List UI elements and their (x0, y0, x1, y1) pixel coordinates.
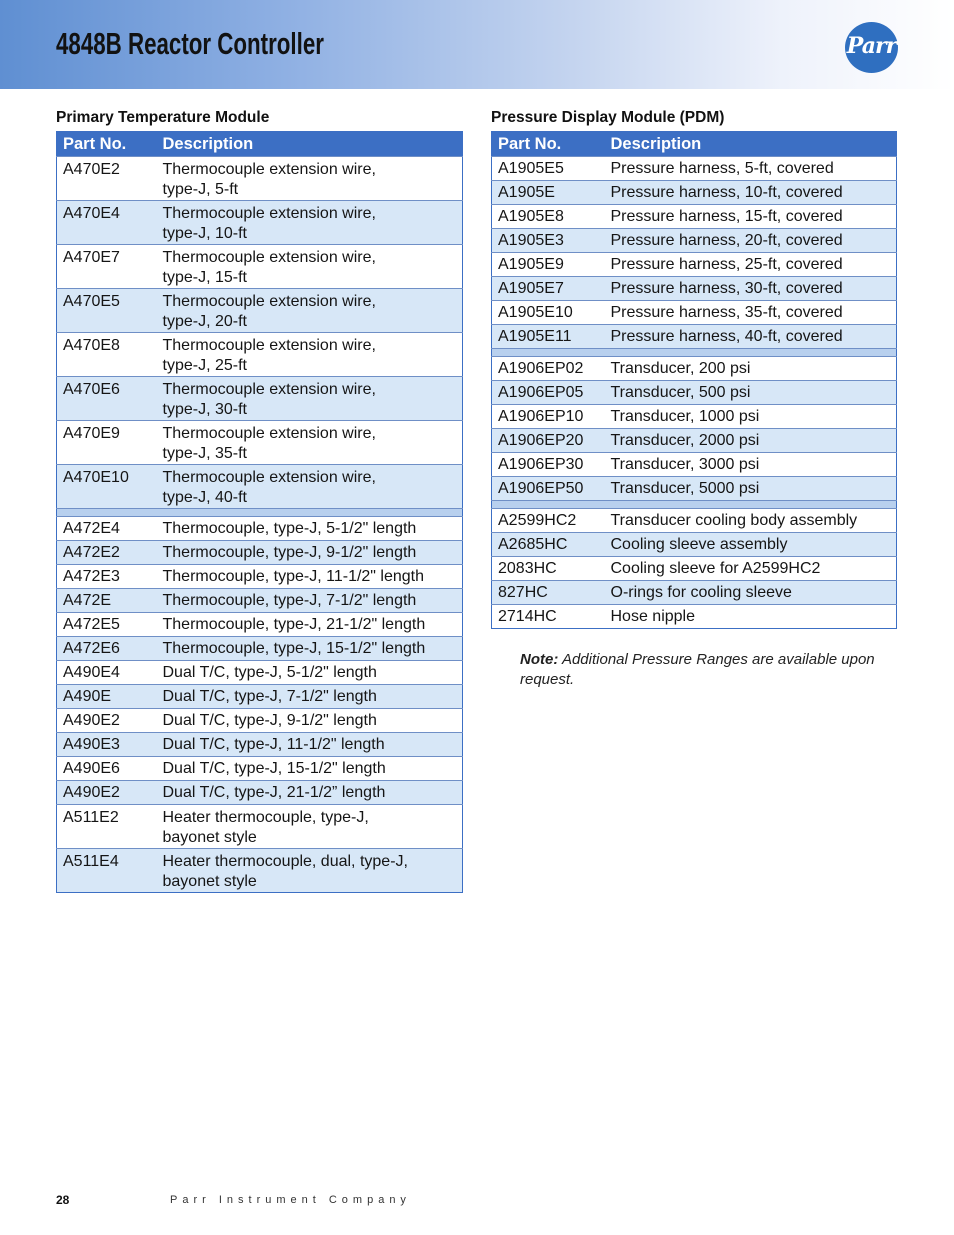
part-number: 2083HC (492, 557, 605, 581)
parr-logo (845, 22, 898, 73)
table-row (492, 157, 897, 181)
group-separator (492, 349, 897, 357)
description-line-1: Thermocouple extension wire, (162, 161, 376, 178)
description-line-2: type-J, 20-ft (162, 312, 247, 330)
part-description: Pressure harness, 30-ft, covered (605, 277, 897, 301)
table-row (57, 757, 463, 781)
table-row (57, 849, 463, 893)
part-number: A470E4 (57, 201, 157, 245)
table-row (57, 289, 463, 333)
document-title: 4848B Reactor Controller (56, 26, 324, 61)
description-line-1: Thermocouple extension wire, (162, 381, 376, 398)
table-row (492, 253, 897, 277)
table-row (57, 421, 463, 465)
part-description (157, 805, 463, 849)
part-number: A2685HC (492, 533, 605, 557)
table-row (492, 429, 897, 453)
part-description (157, 157, 463, 201)
part-description: Dual T/C, type-J, 5-1/2" length (157, 661, 463, 685)
part-number: A490E (57, 685, 157, 709)
description-line-2: type-J, 40-ft (162, 488, 247, 506)
right-section-title: Pressure Display Module (PDM) (491, 109, 725, 126)
part-number: A1906EP30 (492, 453, 605, 477)
part-number: A472E4 (57, 517, 157, 541)
part-description (157, 421, 463, 465)
description-line-2: bayonet style (162, 872, 257, 890)
description-line-2: type-J, 15-ft (162, 268, 247, 286)
part-description (157, 333, 463, 377)
table-row (57, 465, 463, 509)
part-number: A1906EP05 (492, 381, 605, 405)
part-description (157, 465, 463, 509)
part-description (157, 245, 463, 289)
note (520, 650, 880, 690)
part-number: A490E2 (57, 781, 157, 805)
part-description: Transducer, 5000 psi (605, 477, 897, 501)
col-header-description: Description (605, 132, 897, 157)
part-number: A470E6 (57, 377, 157, 421)
part-number: 2714HC (492, 605, 605, 629)
header-banner (0, 0, 954, 89)
table-row (492, 381, 897, 405)
part-number: A1905E3 (492, 229, 605, 253)
table-row (492, 301, 897, 325)
col-header-part: Part No. (57, 132, 157, 157)
pressure-module-table (491, 131, 897, 629)
part-number: A470E10 (57, 465, 157, 509)
table-row (57, 377, 463, 421)
table-row (57, 541, 463, 565)
part-description: Dual T/C, type-J, 15-1/2" length (157, 757, 463, 781)
table-row (492, 405, 897, 429)
table-row (492, 325, 897, 349)
description-line-1: Thermocouple extension wire, (162, 249, 376, 266)
part-description (157, 289, 463, 333)
part-number: A1905E9 (492, 253, 605, 277)
table-row (492, 509, 897, 533)
part-description: Thermocouple, type-J, 11-1/2" length (157, 565, 463, 589)
description-line-2: type-J, 5-ft (162, 180, 239, 198)
part-description: Cooling sleeve assembly (605, 533, 897, 557)
table-row (492, 581, 897, 605)
part-description: Transducer, 200 psi (605, 357, 897, 381)
part-number: A1905E11 (492, 325, 605, 349)
table-row (492, 453, 897, 477)
part-number: A470E8 (57, 333, 157, 377)
table-row (492, 477, 897, 501)
table-row (57, 565, 463, 589)
part-number: A1906EP10 (492, 405, 605, 429)
table-row (57, 709, 463, 733)
part-description: Transducer cooling body assembly (605, 509, 897, 533)
footer-company: Parr Instrument Company (170, 1194, 411, 1206)
note-label: Note: (520, 651, 559, 668)
part-number: A472E6 (57, 637, 157, 661)
part-number: A490E4 (57, 661, 157, 685)
part-description: Pressure harness, 15-ft, covered (605, 205, 897, 229)
part-description: Transducer, 1000 psi (605, 405, 897, 429)
description-line-2: type-J, 35-ft (162, 444, 247, 462)
part-description: Thermocouple, type-J, 21-1/2" length (157, 613, 463, 637)
part-description: Thermocouple, type-J, 9-1/2" length (157, 541, 463, 565)
table-row (492, 533, 897, 557)
description-line-1: Heater thermocouple, type-J, (162, 809, 369, 826)
part-number: A490E6 (57, 757, 157, 781)
part-description: Cooling sleeve for A2599HC2 (605, 557, 897, 581)
part-description (157, 377, 463, 421)
part-number: A1905E5 (492, 157, 605, 181)
table-row (492, 205, 897, 229)
pressure-table-body (492, 157, 897, 629)
temperature-module-table (56, 131, 463, 893)
table-row (492, 229, 897, 253)
table-row (57, 661, 463, 685)
part-description (157, 849, 463, 893)
table-row (57, 201, 463, 245)
part-description: Pressure harness, 5-ft, covered (605, 157, 897, 181)
description-line-2: type-J, 10-ft (162, 224, 247, 242)
part-description: Dual T/C, type-J, 11-1/2" length (157, 733, 463, 757)
description-line-2: type-J, 25-ft (162, 356, 247, 374)
table-row (492, 605, 897, 629)
part-description: Pressure harness, 35-ft, covered (605, 301, 897, 325)
table-row (57, 637, 463, 661)
group-separator-cell (492, 501, 897, 509)
table-row (57, 613, 463, 637)
part-number: A490E2 (57, 709, 157, 733)
part-description: Thermocouple, type-J, 7-1/2" length (157, 589, 463, 613)
part-number: A472E3 (57, 565, 157, 589)
part-number: A472E5 (57, 613, 157, 637)
group-separator (57, 509, 463, 517)
table-row (57, 517, 463, 541)
part-number: A2599HC2 (492, 509, 605, 533)
group-separator-cell (492, 349, 897, 357)
table-row (57, 589, 463, 613)
description-line-1: Thermocouple extension wire, (162, 469, 376, 486)
description-line-2: bayonet style (162, 828, 257, 846)
part-description: Thermocouple, type-J, 15-1/2" length (157, 637, 463, 661)
part-number: A470E5 (57, 289, 157, 333)
part-description: Hose nipple (605, 605, 897, 629)
description-line-2: type-J, 30-ft (162, 400, 247, 418)
col-header-part: Part No. (492, 132, 605, 157)
part-description: Pressure harness, 20-ft, covered (605, 229, 897, 253)
table-row (492, 357, 897, 381)
part-number: A490E3 (57, 733, 157, 757)
table-header-row (492, 132, 897, 157)
table-header-row (57, 132, 463, 157)
part-description: Dual T/C, type-J, 21-1/2” length (157, 781, 463, 805)
part-number: A1906EP02 (492, 357, 605, 381)
part-description: O-rings for cooling sleeve (605, 581, 897, 605)
note-text: Additional Pressure Ranges are available upon request. (520, 651, 875, 688)
part-description: Pressure harness, 40-ft, covered (605, 325, 897, 349)
description-line-1: Thermocouple extension wire, (162, 337, 376, 354)
group-separator (492, 501, 897, 509)
part-description: Thermocouple, type-J, 5-1/2" length (157, 517, 463, 541)
table-row (492, 557, 897, 581)
part-number: A1905E (492, 181, 605, 205)
part-number: A472E (57, 589, 157, 613)
part-description: Transducer, 500 psi (605, 381, 897, 405)
temperature-table-body (57, 157, 463, 893)
col-header-description: Description (157, 132, 463, 157)
part-description: Pressure harness, 25-ft, covered (605, 253, 897, 277)
part-number: A470E2 (57, 157, 157, 201)
table-row (57, 805, 463, 849)
part-number: A1906EP20 (492, 429, 605, 453)
description-line-1: Thermocouple extension wire, (162, 425, 376, 442)
table-row (57, 333, 463, 377)
description-line-1: Thermocouple extension wire, (162, 293, 376, 310)
description-line-1: Thermocouple extension wire, (162, 205, 376, 222)
part-number: A1906EP50 (492, 477, 605, 501)
table-row (57, 781, 463, 805)
part-number: A470E9 (57, 421, 157, 465)
part-number: A511E2 (57, 805, 157, 849)
part-number: A511E4 (57, 849, 157, 893)
group-separator-cell (57, 509, 463, 517)
part-number: 827HC (492, 581, 605, 605)
part-description: Transducer, 3000 psi (605, 453, 897, 477)
table-row (57, 685, 463, 709)
table-row (492, 277, 897, 301)
table-row (57, 157, 463, 201)
part-description (157, 201, 463, 245)
page-number: 28 (56, 1193, 70, 1207)
part-number: A1905E7 (492, 277, 605, 301)
part-number: A1905E10 (492, 301, 605, 325)
part-description: Pressure harness, 10-ft, covered (605, 181, 897, 205)
left-section-title: Primary Temperature Module (56, 109, 270, 126)
table-row (57, 733, 463, 757)
part-number: A472E2 (57, 541, 157, 565)
description-line-1: Heater thermocouple, dual, type-J, (162, 853, 408, 870)
table-row (492, 181, 897, 205)
part-description: Dual T/C, type-J, 9-1/2" length (157, 709, 463, 733)
table-row (57, 245, 463, 289)
logo-text: Parr (846, 33, 897, 59)
part-description: Transducer, 2000 psi (605, 429, 897, 453)
part-description: Dual T/C, type-J, 7-1/2" length (157, 685, 463, 709)
part-number: A1905E8 (492, 205, 605, 229)
part-number: A470E7 (57, 245, 157, 289)
